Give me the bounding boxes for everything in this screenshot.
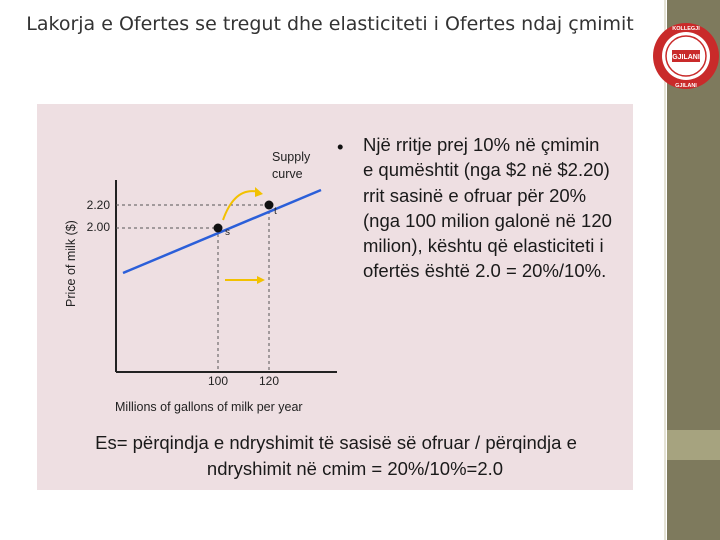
supply-label-line2: curve xyxy=(272,167,303,181)
bullet-marker: • xyxy=(337,136,344,157)
x-tick-100: 100 xyxy=(207,374,229,388)
bullet-text: Një rritje prej 10% në çmimin e qumështit (nga $2 në $2.20) rrit sasinë e ofruar për 20% (nga 100 milion galonë në 120 milion), kështu që elasticiteti i ofertës është 2.0 = 20%/10%. xyxy=(363,134,612,282)
price-arrow-head xyxy=(255,187,263,197)
y-tick-2-20: 2.20 xyxy=(86,198,110,212)
logo-bottom-text: GJILANI xyxy=(675,83,697,89)
formula-line-2: ndryshimit në cmim = 20%/10%=2.0 xyxy=(206,458,504,479)
x-axis-label: Millions of gallons of milk per year xyxy=(115,400,303,414)
supply-curve xyxy=(123,190,321,273)
logo-center-text: GJILANI xyxy=(672,54,700,61)
price-arrow xyxy=(223,191,259,220)
point-s xyxy=(214,224,223,233)
elasticity-formula xyxy=(37,430,633,482)
formula-line-1: Es= përqindja e ndryshimit të sasisë së ofruar / përqindja e xyxy=(95,432,577,453)
slide-title: Lakorja e Ofertes se tregut dhe elasticiteti i Ofertes ndaj çmimit xyxy=(26,13,634,35)
point-s-label: s xyxy=(225,227,230,238)
point-t-label: t xyxy=(274,206,277,217)
point-t xyxy=(265,201,274,210)
x-tick-120: 120 xyxy=(258,374,280,388)
supply-graph xyxy=(37,104,337,424)
supply-label-line1: Supply xyxy=(272,150,311,164)
y-tick-2-00: 2.00 xyxy=(86,220,110,234)
y-axis-label: Price of milk ($) xyxy=(64,220,78,307)
quantity-arrow-head xyxy=(257,276,265,284)
decorative-sidebar-accent xyxy=(667,430,720,460)
college-logo xyxy=(650,4,720,114)
content-panel xyxy=(37,104,633,490)
logo-top-text: KOLLEGJI xyxy=(672,26,700,32)
